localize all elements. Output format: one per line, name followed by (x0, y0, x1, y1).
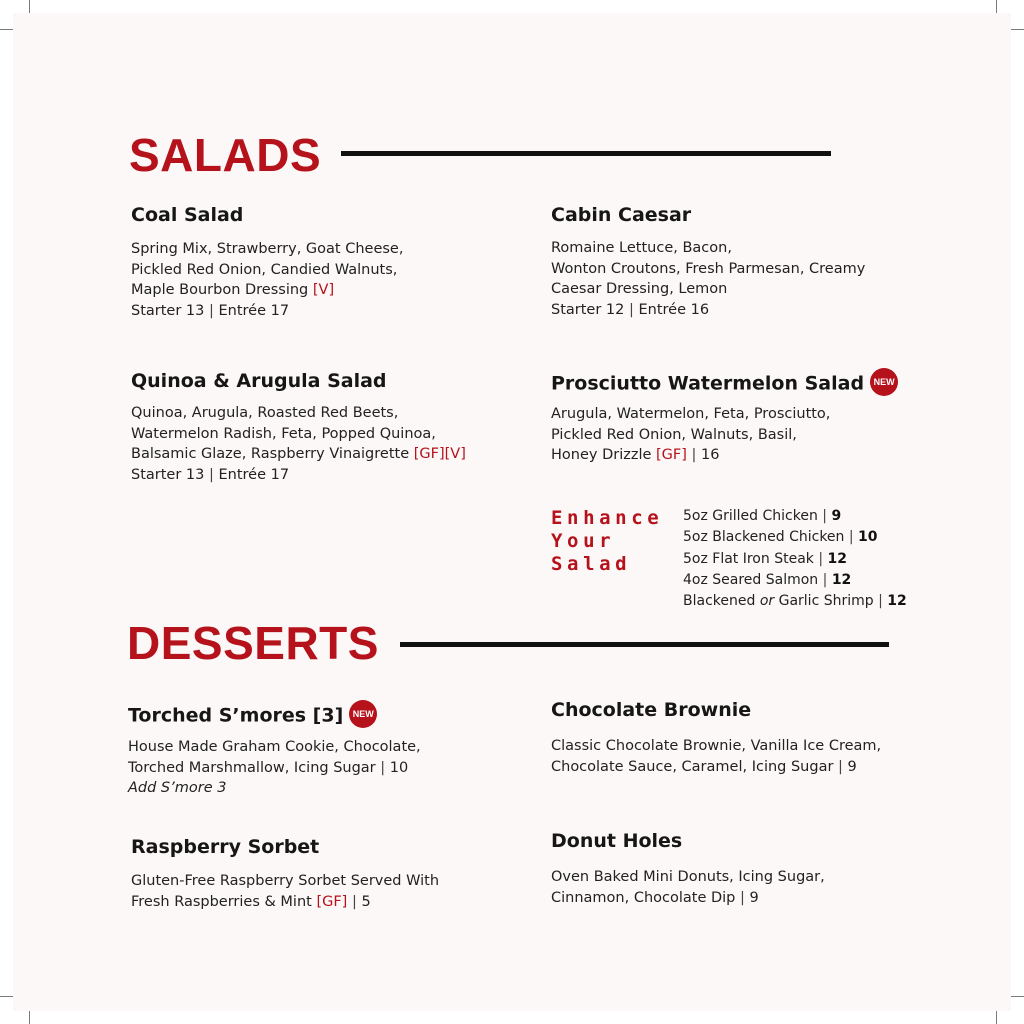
menu-item-description: Romaine Lettuce, Bacon, Wonton Croutons, Fresh Parmesan, Creamy Caesar Dressing, Lemon Starter 12 | Entrée 16 (551, 240, 866, 318)
list-item: 4oz Seared Salmon | 12 (683, 571, 852, 588)
salads-heading: SALADS (129, 129, 322, 181)
dietary-tag: [GF][V] (413, 446, 466, 462)
menu-item-name: Chocolate Brownie (551, 699, 752, 721)
dietary-tag: [GF] (656, 447, 687, 463)
price-starter: Starter 13 (131, 302, 205, 319)
list-item: 5oz Flat Iron Steak | 12 (683, 550, 847, 567)
crop-mark (29, 0, 30, 13)
dietary-tag: [GF] (316, 893, 348, 910)
price-entree: Entrée 16 (638, 301, 710, 318)
menu-item-name: Raspberry Sorbet (131, 836, 320, 858)
salads-divider (341, 151, 831, 156)
new-badge: NEW (870, 368, 898, 396)
menu-item-name: Donut Holes (551, 830, 683, 852)
price-entree: Entrée 17 (218, 302, 290, 319)
menu-item-description: Quinoa, Arugula, Roasted Red Beets, Watermelon Radish, Feta, Popped Quinoa, Balsamic Glaze, Raspberry Vinaigrette [GF][V] Starter 13 | Entrée 17 (131, 405, 466, 483)
menu-item-name: Quinoa & Arugula Salad (131, 370, 387, 392)
crop-mark (1011, 29, 1024, 30)
menu-item-description: House Made Graham Cookie, Chocolate, Torched Marshmallow, Icing Sugar | 10 Add S’more 3 (128, 737, 421, 799)
add-on-note: Add S’more 3 (128, 780, 227, 796)
crop-mark (0, 996, 13, 997)
menu-item-name: Cabin Caesar (551, 204, 692, 226)
menu-item-name: Torched S’mores [3] NEW (128, 702, 377, 730)
menu-item-description: Arugula, Watermelon, Feta, Prosciutto, Pickled Red Onion, Walnuts, Basil, Honey Drizzle [GF] | 16 (551, 406, 831, 463)
list-item: 5oz Blackened Chicken | 10 (683, 529, 878, 546)
crop-mark (29, 1011, 30, 1024)
crop-mark (0, 29, 13, 30)
enhance-options-list (683, 506, 907, 612)
price-starter: Starter 13 (131, 466, 205, 483)
crop-mark (996, 1011, 997, 1024)
desserts-divider (400, 642, 889, 647)
dietary-tag: [V] (312, 282, 335, 298)
crop-mark (996, 0, 997, 13)
crop-mark (1011, 996, 1024, 997)
price: 9 (847, 758, 857, 775)
desserts-heading: DESSERTS (127, 617, 379, 669)
enhance-salad-label: Enhance Your Salad (551, 507, 664, 575)
menu-item-name: Coal Salad (131, 204, 244, 226)
price: 16 (701, 447, 720, 463)
price: 10 (389, 759, 409, 776)
price-starter: Starter 12 (551, 301, 625, 318)
list-item: 5oz Grilled Chicken | 9 (683, 508, 842, 524)
list-item: Blackened or Garlic Shrimp | 12 (683, 593, 907, 610)
menu-item-description: Oven Baked Mini Donuts, Icing Sugar, Cinnamon, Chocolate Dip | 9 (551, 869, 825, 906)
price: 5 (361, 893, 371, 910)
new-badge: NEW (349, 700, 377, 728)
menu-item-description: Classic Chocolate Brownie, Vanilla Ice Cream, Chocolate Sauce, Caramel, Icing Sugar | 9 (551, 738, 882, 775)
price-entree: Entrée 17 (218, 466, 290, 483)
price: 9 (749, 889, 759, 906)
menu-item-description: Gluten-Free Raspberry Sorbet Served With Fresh Raspberries & Mint [GF] | 5 (131, 873, 440, 910)
menu-item-name: Prosciutto Watermelon Salad NEW (551, 370, 898, 398)
menu-item-description: Spring Mix, Strawberry, Goat Cheese, Pickled Red Onion, Candied Walnuts, Maple Bourbon Dressing [V] Starter 13 | Entrée 17 (131, 241, 404, 319)
